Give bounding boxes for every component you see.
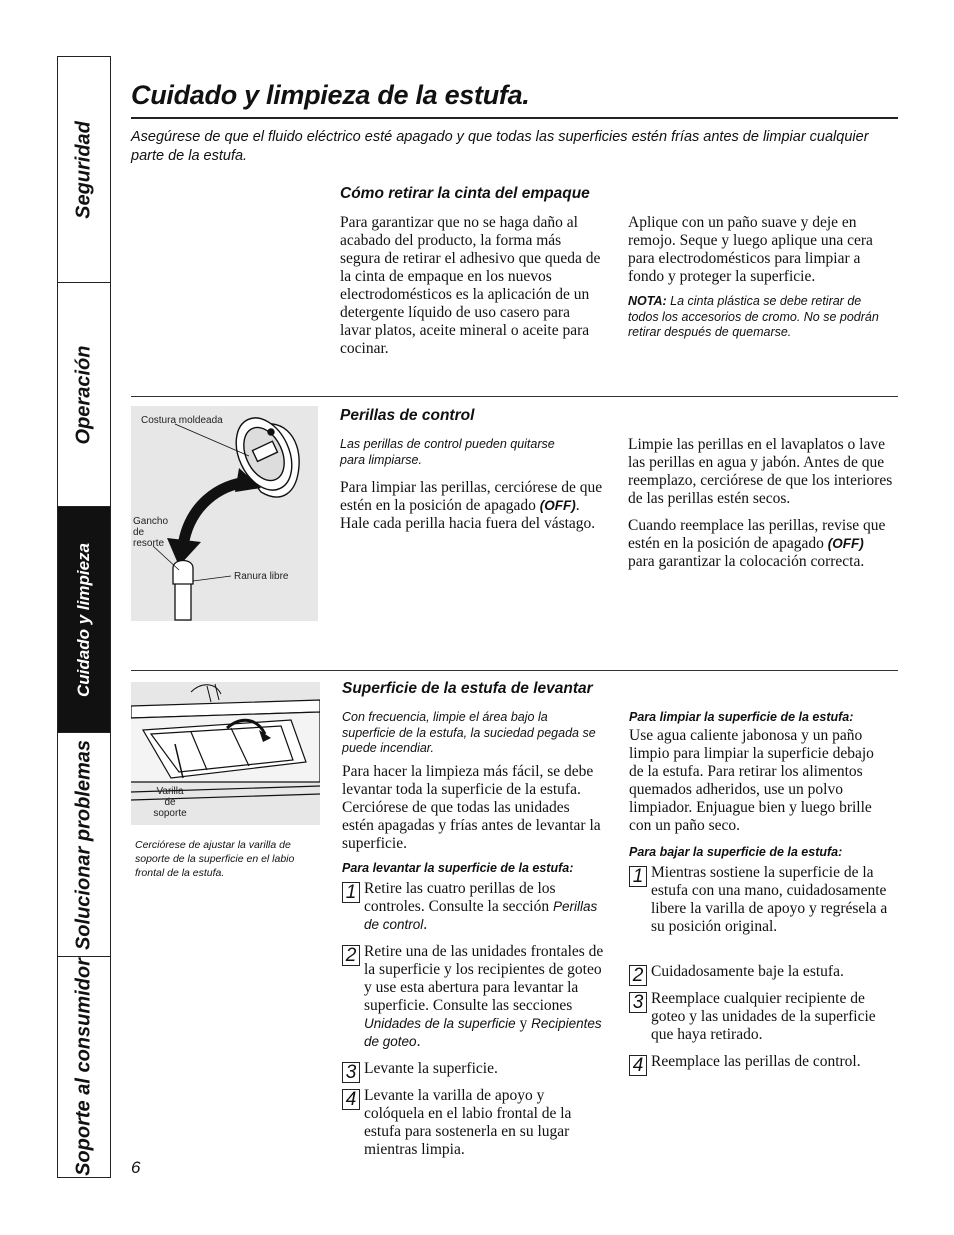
- off-label-2: (OFF): [827, 536, 864, 551]
- note-label: NOTA:: [628, 294, 667, 308]
- direction-arrow: [183, 482, 249, 546]
- raise-step-2-mid: y: [519, 1015, 528, 1032]
- perillas-right-p1: Limpie las perillas en el lavaplatos o lave las perillas en agua y jabón. Antes de que reemplazo, cerciórese de que los interiores de las perillas estén secos.: [628, 436, 893, 507]
- tab-solucionar-problemas[interactable]: Solucionar problemas: [58, 733, 110, 957]
- section-divider: [131, 396, 898, 397]
- perillas-left-p1-end: . Hale cada perilla hacia fuera del vástago.: [340, 497, 596, 532]
- lower-step-2-text: Cuidadosamente baje la estufa.: [651, 963, 844, 980]
- section-heading-perillas: Perillas de control: [340, 407, 475, 424]
- perillas-left-text: [340, 479, 605, 533]
- cooktop-caption: Cerciórese de ajustar la varilla de soporte de la superficie en el labio frontal de la estufa.: [135, 839, 295, 879]
- label-varilla-line1: Varilla de: [156, 786, 184, 808]
- raise-step-1-end: .: [423, 916, 428, 933]
- superficie-left-text: Para hacer la limpieza más fácil, se debe levantar toda la superficie de la estufa. Cerciórese de que todas las unidades estén apagadas y frías antes de levantar la superficie.: [342, 763, 601, 852]
- label-gancho-line2: de: [133, 527, 145, 538]
- section-heading-cinta: Cómo retirar la cinta del empaque: [340, 185, 590, 202]
- raise-step-1-main: Retire las cuatro perillas de los controles. Consulte la sección: [364, 880, 556, 915]
- tab-seguridad[interactable]: Seguridad: [58, 57, 110, 283]
- perillas-left-p1: Para limpiar las perillas, cerciórese de que estén en la posición de apagado: [340, 479, 603, 514]
- raise-heading: Para levantar la superficie de la estufa:: [342, 861, 574, 875]
- raise-step-4-text: Levante la varilla de apoyo y colóquela en el labio frontal de la estufa para sostenerla en su lugar mientras limpia.: [364, 1087, 572, 1158]
- cinta-left-text: Para garantizar que no se haga daño al acabado del producto, la forma más segura de retirar el adhesivo que queda de la cinta de empaque en los nuevos electrodomésticos es la aplicación de un detergente líquido de uso casero para lavar platos, aceite mineral o aceite para cocinar.: [340, 214, 601, 357]
- raise-step-2-text: [364, 943, 607, 1051]
- superficie-italic-note: Con frecuencia, limpie el área bajo la superficie de la estufa, la suciedad pegada se puede incendiar.: [342, 710, 596, 755]
- intro-text: Asegúrese de que el fluido eléctrico esté apagado y que todas las superficies estén frías antes de limpiar cualquier parte de la estufa.: [131, 129, 869, 164]
- step-number: 2: [629, 965, 647, 986]
- step-number: 4: [629, 1055, 647, 1076]
- section-divider: [131, 670, 898, 671]
- clean-text: Use agua caliente jabonosa y un paño limpio para limpiar la superficie debajo de la estufa. Para retirar los alimentos quemados adheridos, use un polvo limpiador. Enjuague bien y luego brille con un paño seco.: [629, 727, 874, 834]
- label-varilla-soporte: [150, 786, 190, 819]
- knob-illustration: [131, 406, 318, 621]
- step-number: 2: [342, 945, 360, 966]
- note-text: La cinta plástica se debe retirar de todos los accesorios de cromo. No se podrán retirar después de quemarse.: [628, 294, 879, 339]
- raise-step-1-ref: Perillas de control: [364, 899, 598, 932]
- side-tabs: [57, 56, 111, 1178]
- cooktop-figure: [131, 682, 320, 825]
- raise-step-3-text: Levante la superficie.: [364, 1060, 498, 1077]
- tab-operacion[interactable]: Operación: [58, 283, 110, 507]
- label-gancho-line1: Gancho: [133, 516, 169, 527]
- perillas-right-p2: [628, 517, 893, 571]
- title-rule: [131, 117, 898, 119]
- off-label-1: (OFF): [539, 498, 576, 513]
- raise-step-2-ref: Unidades de la superficie: [364, 1016, 516, 1031]
- tab-cuidado-y-limpieza[interactable]: Cuidado y limpieza: [58, 507, 110, 733]
- label-varilla-line2: soporte: [153, 808, 187, 819]
- step-number: 4: [342, 1089, 360, 1110]
- cinta-right-text: Aplique con un paño suave y deje en remojo. Seque y luego aplique una cera para electrodomésticos para limpiar a fondo y proteger la superficie.: [628, 214, 873, 285]
- tab-soporte-al-consumidor[interactable]: Soporte al consumidor: [72, 958, 95, 1176]
- label-costura-moldeada: Costura moldeada: [141, 415, 223, 426]
- perillas-right-p2-a: Cuando reemplace las perillas, revise que estén en la posición de apagado: [628, 517, 886, 552]
- step-number: 3: [342, 1062, 360, 1083]
- page-number: 6: [131, 1158, 141, 1177]
- cooktop-drawing: [131, 684, 320, 800]
- perillas-italic-note: Las perillas de control pueden quitarse para limpiarse.: [340, 437, 555, 467]
- stem-drawing: [173, 561, 193, 621]
- lower-heading: Para bajar la superficie de la estufa:: [629, 845, 843, 859]
- page-title: Cuidado y limpieza de la estufa.: [131, 80, 530, 110]
- lower-step-1-text: Mientras sostiene la superficie de la estufa con una mano, cuidadosamente libere la varilla de apoyo y regrésela a su posición original.: [651, 864, 888, 935]
- perillas-right-p2-b: para garantizar la colocación correcta.: [628, 553, 865, 570]
- clean-heading: Para limpiar la superficie de la estufa:: [629, 710, 854, 724]
- step-number: 1: [342, 882, 360, 903]
- perillas-right-text: [628, 436, 893, 571]
- section-heading-superficie: Superficie de la estufa de levantar: [342, 680, 593, 697]
- lower-step-3-text: Reemplace cualquier recipiente de goteo y las unidades de la superficie que haya retirado.: [651, 990, 876, 1043]
- knob-figure: [131, 406, 318, 621]
- raise-step-2-end: .: [416, 1033, 421, 1050]
- label-gancho-line3: resorte: [133, 538, 165, 549]
- raise-step-1-text: [364, 880, 607, 934]
- step-number: 1: [629, 866, 647, 887]
- label-ranura-libre: Ranura libre: [234, 571, 289, 582]
- step-number: 3: [629, 992, 647, 1013]
- raise-step-2-ref2: Recipientes de goteo: [364, 1016, 602, 1049]
- label-gancho: [133, 516, 168, 549]
- cinta-note: [628, 294, 893, 341]
- lower-step-4-text: Reemplace las perillas de control.: [651, 1053, 861, 1070]
- raise-step-2-main: Retire una de las unidades frontales de la superficie y los recipientes de goteo y use esta abertura para levantar la superficie. Consulte las secciones: [364, 943, 604, 1014]
